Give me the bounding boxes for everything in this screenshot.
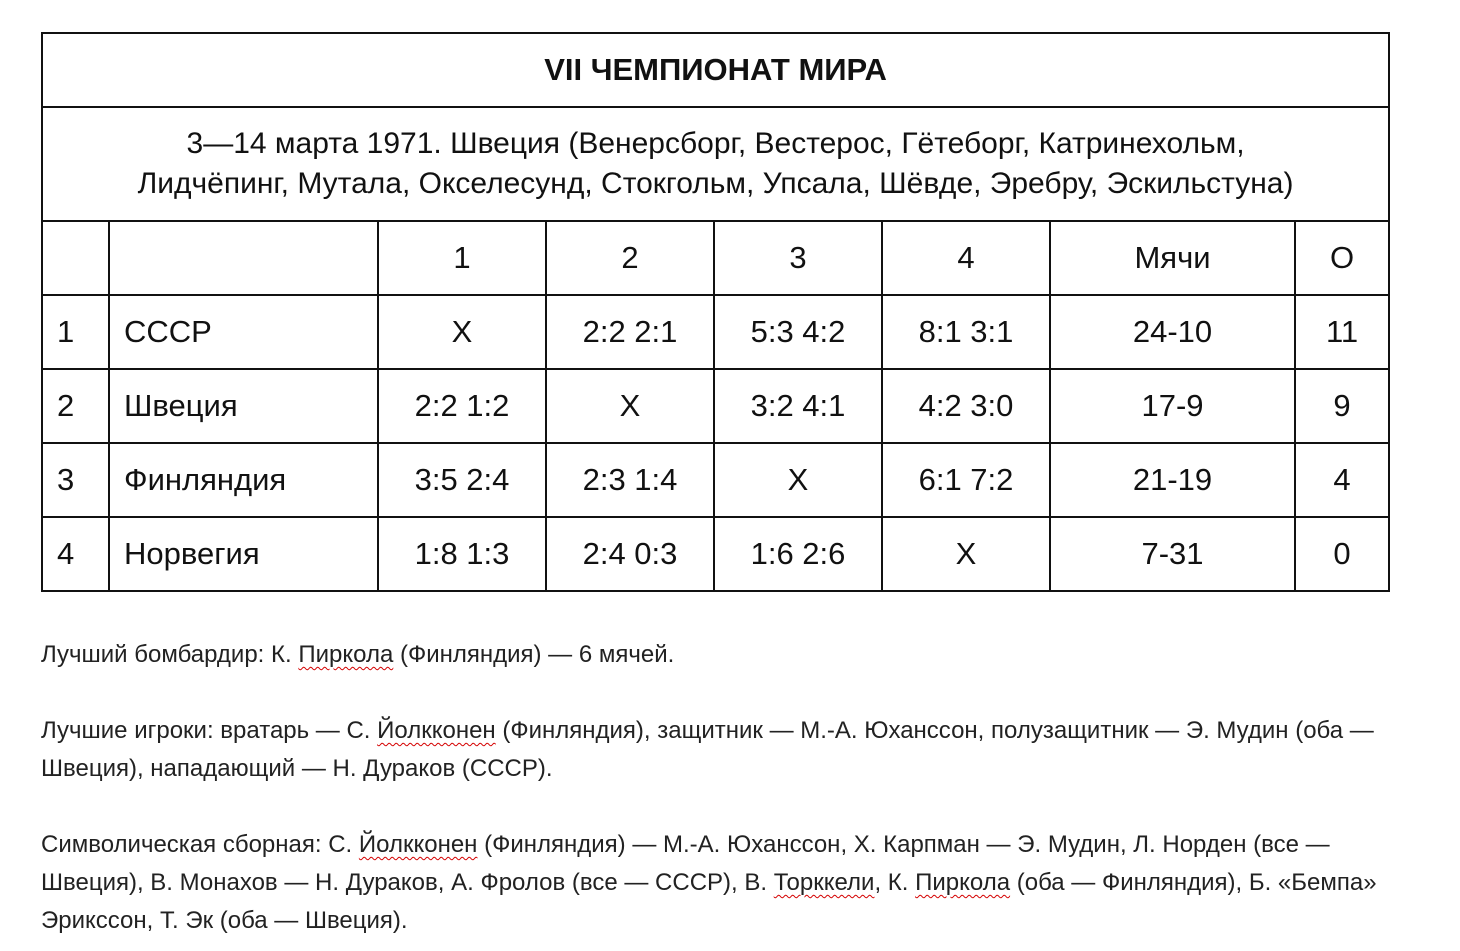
- notes-section: [41, 636, 1401, 940]
- goals-cell: 7-31: [1050, 517, 1295, 591]
- spellcheck-word[interactable]: Торккели: [773, 869, 875, 896]
- result-cell: 2:2 1:2: [378, 369, 546, 443]
- goals-cell: 17-9: [1050, 369, 1295, 443]
- top-scorer-paragraph: [41, 636, 1401, 674]
- text-fragment: (Финляндия), защитник — М.-А. Юханссон, полузащитник — Э. Мудин (оба — Швеция), нападающий — Н. Дураков (СССР).: [41, 717, 1374, 782]
- place-cell: 3: [42, 443, 109, 517]
- table-row: [42, 517, 1389, 591]
- points-cell: 0: [1295, 517, 1389, 591]
- points-cell: 9: [1295, 369, 1389, 443]
- best-players-paragraph: [41, 712, 1401, 788]
- header-goals: Мячи: [1050, 221, 1295, 295]
- all-star-team-paragraph: [41, 826, 1401, 940]
- header-place: [42, 221, 109, 295]
- text-fragment: (оба — Финляндия), Б. «Бемпа» Эрикссон, Т. Эк (оба — Швеция).: [41, 869, 1377, 934]
- table-row: [42, 443, 1389, 517]
- result-cell: Х: [714, 443, 882, 517]
- header-team: [109, 221, 378, 295]
- header-col-2: 2: [546, 221, 714, 295]
- result-cell: 4:2 3:0: [882, 369, 1050, 443]
- subtitle-line-1: 3—14 марта 1971. Швеция (Венерсборг, Вестерос, Гётеборг, Катринехольм,: [186, 127, 1245, 160]
- result-cell: 3:5 2:4: [378, 443, 546, 517]
- text-fragment: Символическая сборная: С.: [41, 831, 359, 858]
- header-col-4: 4: [882, 221, 1050, 295]
- result-cell: Х: [546, 369, 714, 443]
- team-cell: Швеция: [109, 369, 378, 443]
- text-fragment: (Финляндия) — М.-А. Юханссон, Х. Карпман — Э. Мудин, Л. Норден (все — Швеция), В. Монахов — Н. Дураков, А. Фролов (все — СССР), В.: [41, 831, 1330, 896]
- table-row: [42, 295, 1389, 369]
- result-cell: 2:2 2:1: [546, 295, 714, 369]
- header-col-1: 1: [378, 221, 546, 295]
- result-cell: 3:2 4:1: [714, 369, 882, 443]
- result-cell: Х: [378, 295, 546, 369]
- subtitle-line-2: Лидчёпинг, Мутала, Окселесунд, Стокгольм, Упсала, Шёвде, Эребру, Эскильстуна): [137, 167, 1294, 200]
- team-cell: Норвегия: [109, 517, 378, 591]
- table-row: [42, 369, 1389, 443]
- spellcheck-word[interactable]: Пиркола: [915, 869, 1011, 896]
- table-title: VII ЧЕМПИОНАТ МИРА: [42, 33, 1389, 107]
- text-fragment: , К.: [874, 869, 916, 896]
- spellcheck-word[interactable]: Пиркола: [298, 641, 394, 668]
- spellcheck-word[interactable]: Йолкконен: [377, 717, 496, 744]
- result-cell: 2:4 0:3: [546, 517, 714, 591]
- team-cell: СССР: [109, 295, 378, 369]
- place-cell: 4: [42, 517, 109, 591]
- goals-cell: 21-19: [1050, 443, 1295, 517]
- table-subtitle: [42, 107, 1389, 221]
- standings-table: [41, 32, 1390, 592]
- result-cell: 2:3 1:4: [546, 443, 714, 517]
- result-cell: 6:1 7:2: [882, 443, 1050, 517]
- goals-cell: 24-10: [1050, 295, 1295, 369]
- text-fragment: (Финляндия) — 6 мячей.: [393, 641, 675, 668]
- place-cell: 2: [42, 369, 109, 443]
- result-cell: 1:8 1:3: [378, 517, 546, 591]
- points-cell: 4: [1295, 443, 1389, 517]
- result-cell: 8:1 3:1: [882, 295, 1050, 369]
- team-cell: Финляндия: [109, 443, 378, 517]
- text-fragment: Лучший бомбардир: К.: [41, 641, 299, 668]
- header-points: О: [1295, 221, 1389, 295]
- place-cell: 1: [42, 295, 109, 369]
- points-cell: 11: [1295, 295, 1389, 369]
- header-col-3: 3: [714, 221, 882, 295]
- result-cell: 1:6 2:6: [714, 517, 882, 591]
- text-fragment: Лучшие игроки: вратарь — С.: [41, 717, 378, 744]
- spellcheck-word[interactable]: Йолкконен: [358, 831, 478, 858]
- result-cell: Х: [882, 517, 1050, 591]
- result-cell: 5:3 4:2: [714, 295, 882, 369]
- header-row: [42, 221, 1389, 295]
